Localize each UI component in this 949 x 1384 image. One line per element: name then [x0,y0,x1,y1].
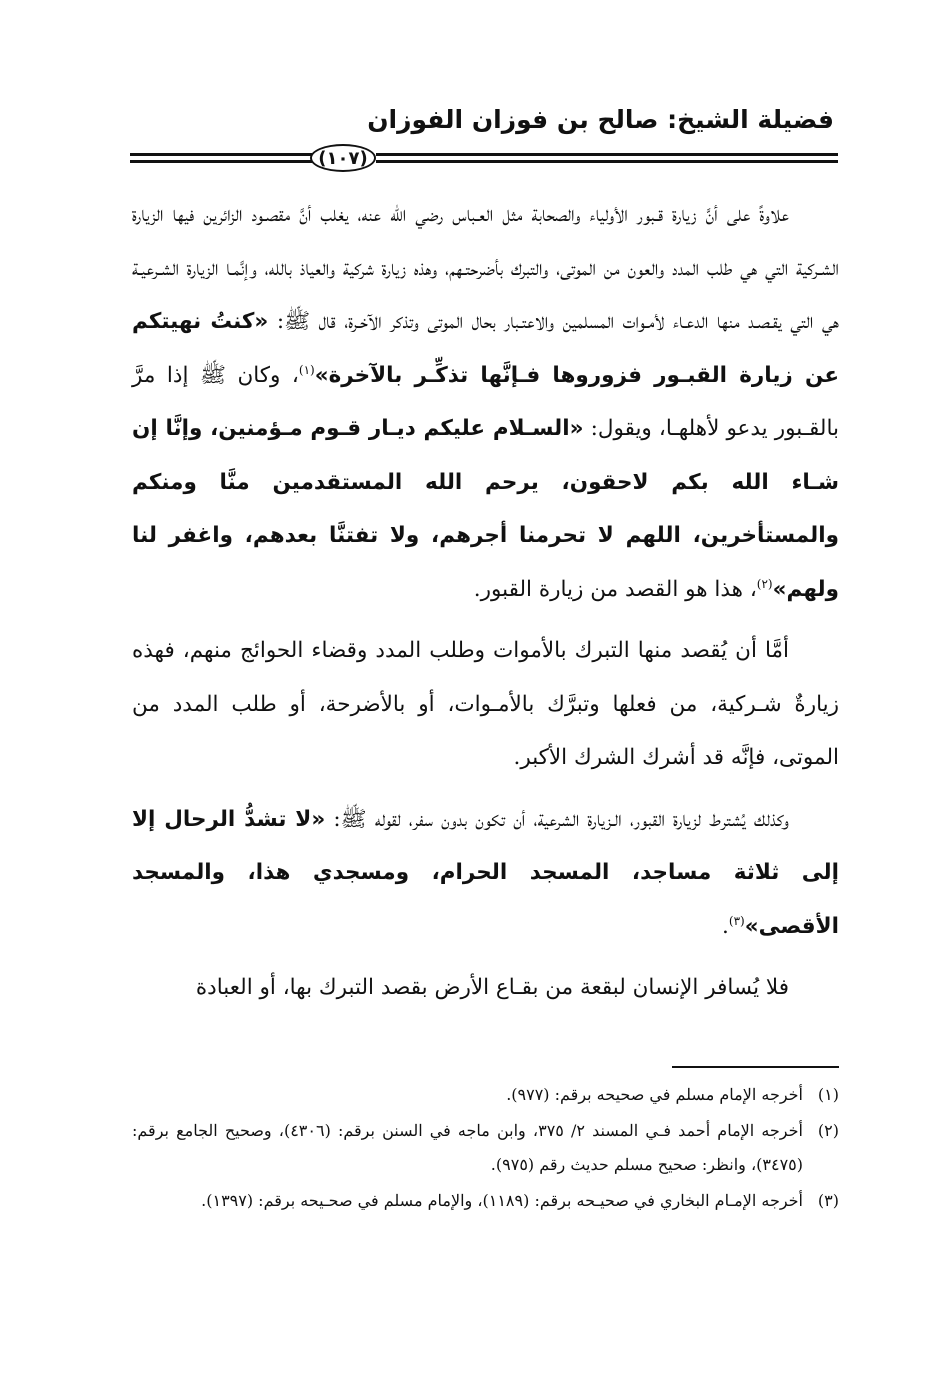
hadith-quote: «لا تشدُّ الرحال إلا إلى ثلاثة مساجد، المسجد الحرام، ومسجدي هذا، والمسجد الأقصى» [132,806,839,939]
footnote-ref[interactable]: (١) [298,362,315,377]
paragraph-2: أمَّا أن يُقصد منها التبرك بالأموات وطلب المدد وقضاء الحوائج منهم، فهذه زيارةٌ شـركية، من فعلها وتبرَّك بالأمـوات، أو بالأضرحة، أو طلب المدد من الموتى، فإنَّه قد أشرك الشرك الأكبر. [132,638,839,770]
text-run: . [722,913,729,939]
footnote-text: أخرجه الإمـام البخاري في صحيـحه برقم: (١١٨٩)، والإمام مسلم في صحـيحه برقم: (١٣٩٧). [201,1191,803,1210]
rule-line-left-2 [130,160,312,163]
main-text [132,188,839,1015]
paragraph-1 [132,188,839,616]
footnote [132,1078,839,1112]
paragraph-3 [132,793,839,954]
footnote [132,1114,839,1182]
footnote-text: أخرجه الإمام أحمد فـي المسند ٢/ ٣٧٥، وابن ماجه في السنن برقم: (٤٣٠٦)، وصحيح الجامع برقم: (٣٤٧٥)، وانظر: صحيح مسلم حديث رقم (٩٧٥). [132,1121,803,1174]
running-title: فضيلة الشيخ: صالح بن فوزان الفوزان [367,105,834,134]
footnote-text: أخرجه الإمام مسلم في صحيحه برقم: (٩٧٧). [506,1085,803,1104]
rule-line-left [130,153,312,156]
rule-line-right-2 [376,160,838,163]
footnote-separator [672,1066,839,1068]
hadith-quote: «السـلام عليكم ديـار قـوم مـؤمنين، وإنَّا إن شـاء الله بكم لاحقون، يرحم الله المستقدمين منَّا ومنكم والمستأخرين، اللهم لا تحرمنا أجرهم، ولا تفتنَّا بعدهم، واغفر لنا ولهم» [132,416,839,602]
footnote-number: (٢) [817,1121,839,1140]
page-number: (١٠٧) [310,144,376,172]
footnote-number: (٣) [817,1191,839,1210]
hadith-quote: «كنتُ نهيتكم عن زيارة القبـور فزوروها فـإنَّها تذكِّـر بالآخرة» [132,309,840,388]
footnotes [132,1078,839,1220]
footnote [132,1184,839,1218]
footnote-ref[interactable]: (٢) [756,576,773,591]
rule-line-right [376,153,838,156]
text-run: ، هذا هو القصد من زيارة القبور. [473,576,757,602]
text-run: وكذلك يُشترط لزيارة القبور، الـزيارة الشرعية، أن تكون بدون سفر، لقوله ﷺ: [325,806,789,832]
header-rule [130,144,838,174]
text-run: ، وكان ﷺ إذا مرَّ بالقـبور يدعو لأهلهـا، ويقول: [132,362,839,441]
text-run: علاوةً على أنَّ زيارة قـبور الأولياء والصحابة مثل العـباس رضي الله عنه، يغلب أنَّ مقصـود الزائرين فيها الزيارة الشـركية التي هي طلب المدد والعون من الموتى، والتبرك بأضرحتـهم، وهذه زيارة شركية والعياذ بالله، وإنَّمـا الزيارة الشـرعيـة هي التي يقـصـد منها الدعـاء لأمـوات المسلمين والاعتـبار بحال الموتى وتذكر الآخـرة، قال ﷺ: [132,202,839,334]
footnote-ref[interactable]: (٣) [728,913,745,928]
footnote-number: (١) [817,1085,839,1104]
paragraph-4: فلا يُسافر الإنسان لبقعة من بقـاع الأرض بقصد التبرك بها، أو العبادة [195,975,789,1000]
